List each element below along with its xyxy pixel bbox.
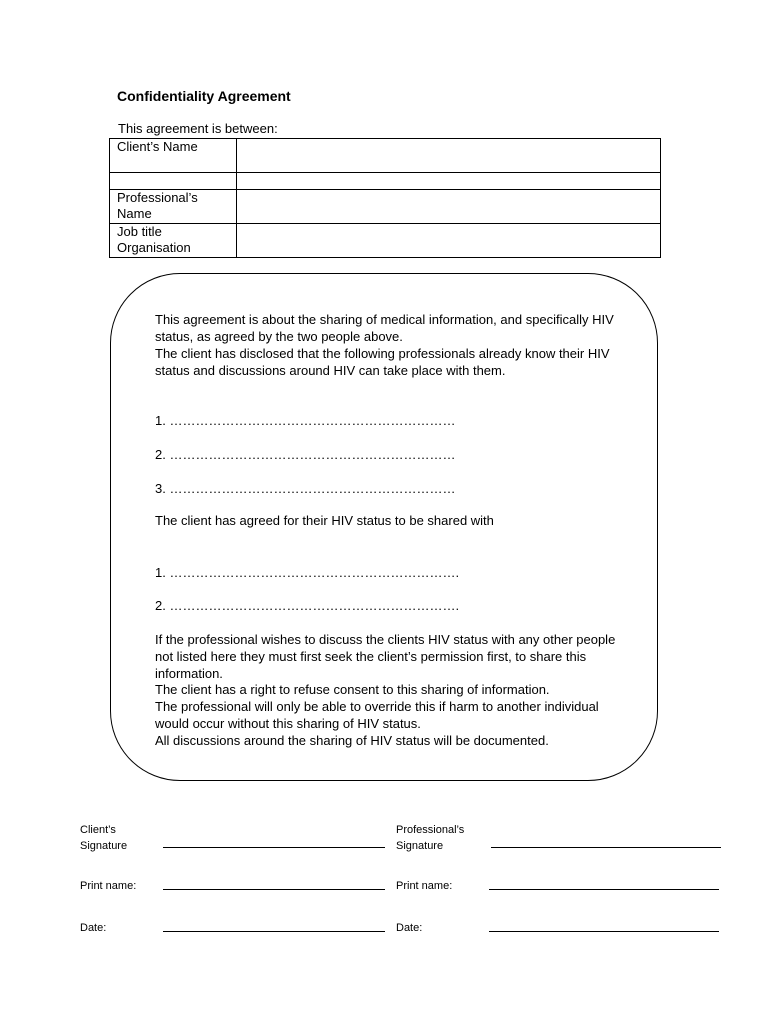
known-item-1: 1. …………………………………………………………: [155, 413, 456, 428]
agreement-para-1: This agreement is about the sharing of medical information, and specifically HIV status, as agreed by the two people above.: [155, 312, 614, 344]
client-signature-label: Client’s Signature: [80, 824, 128, 852]
professional-print-name-label: Print name:: [396, 880, 453, 892]
professional-print-name-line[interactable]: [489, 889, 719, 890]
professional-name-field[interactable]: [237, 190, 661, 224]
page-title: Confidentiality Agreement: [117, 88, 291, 104]
parties-table: [109, 138, 661, 258]
client-print-name-line[interactable]: [163, 889, 385, 890]
table-row: [110, 224, 661, 258]
blank-field[interactable]: [237, 173, 661, 190]
professional-name-label: Professional’s Name: [110, 190, 237, 224]
table-row: [110, 190, 661, 224]
client-signature-line[interactable]: [163, 847, 385, 848]
blank-label: [110, 173, 237, 190]
client-name-label: Client’s Name: [110, 139, 237, 173]
table-row: [110, 173, 661, 190]
shared-item-2: 2. ………………………………………………………….: [155, 598, 460, 613]
shared-item-1: 1. ………………………………………………………….: [155, 565, 460, 580]
client-date-label: Date:: [80, 922, 107, 934]
agreement-para-5: The professional will only be able to override this if harm to another individual would occur without this sharing of HIV status.: [155, 699, 599, 731]
professional-date-line[interactable]: [489, 931, 719, 932]
known-item-3: 3. …………………………………………………………: [155, 481, 456, 496]
professional-signature-line[interactable]: [491, 847, 721, 848]
job-title-label: Job title Organisation: [110, 224, 237, 258]
agreement-para-2: The client has disclosed that the following professionals already know their HIV status and discussions around HIV can take place with them.: [155, 346, 610, 378]
intro-text: This agreement is between:: [118, 121, 278, 136]
agreement-para-6: All discussions around the sharing of HIV status will be documented.: [155, 733, 549, 748]
professional-date-label: Date:: [396, 922, 423, 934]
client-date-line[interactable]: [163, 931, 385, 932]
agreement-para-4: The client has a right to refuse consent to this sharing of information.: [155, 682, 550, 697]
table-row: [110, 139, 661, 173]
job-title-field[interactable]: [237, 224, 661, 258]
known-item-2: 2. …………………………………………………………: [155, 447, 456, 462]
agreement-para-3: If the professional wishes to discuss the clients HIV status with any other people not listed here they must first seek the client’s permission first, to share this information.: [155, 632, 616, 681]
professional-signature-label: Professional’s Signature: [396, 824, 465, 852]
client-print-name-label: Print name:: [80, 880, 137, 892]
shared-heading: The client has agreed for their HIV status to be shared with: [155, 513, 494, 528]
client-name-field[interactable]: [237, 139, 661, 173]
